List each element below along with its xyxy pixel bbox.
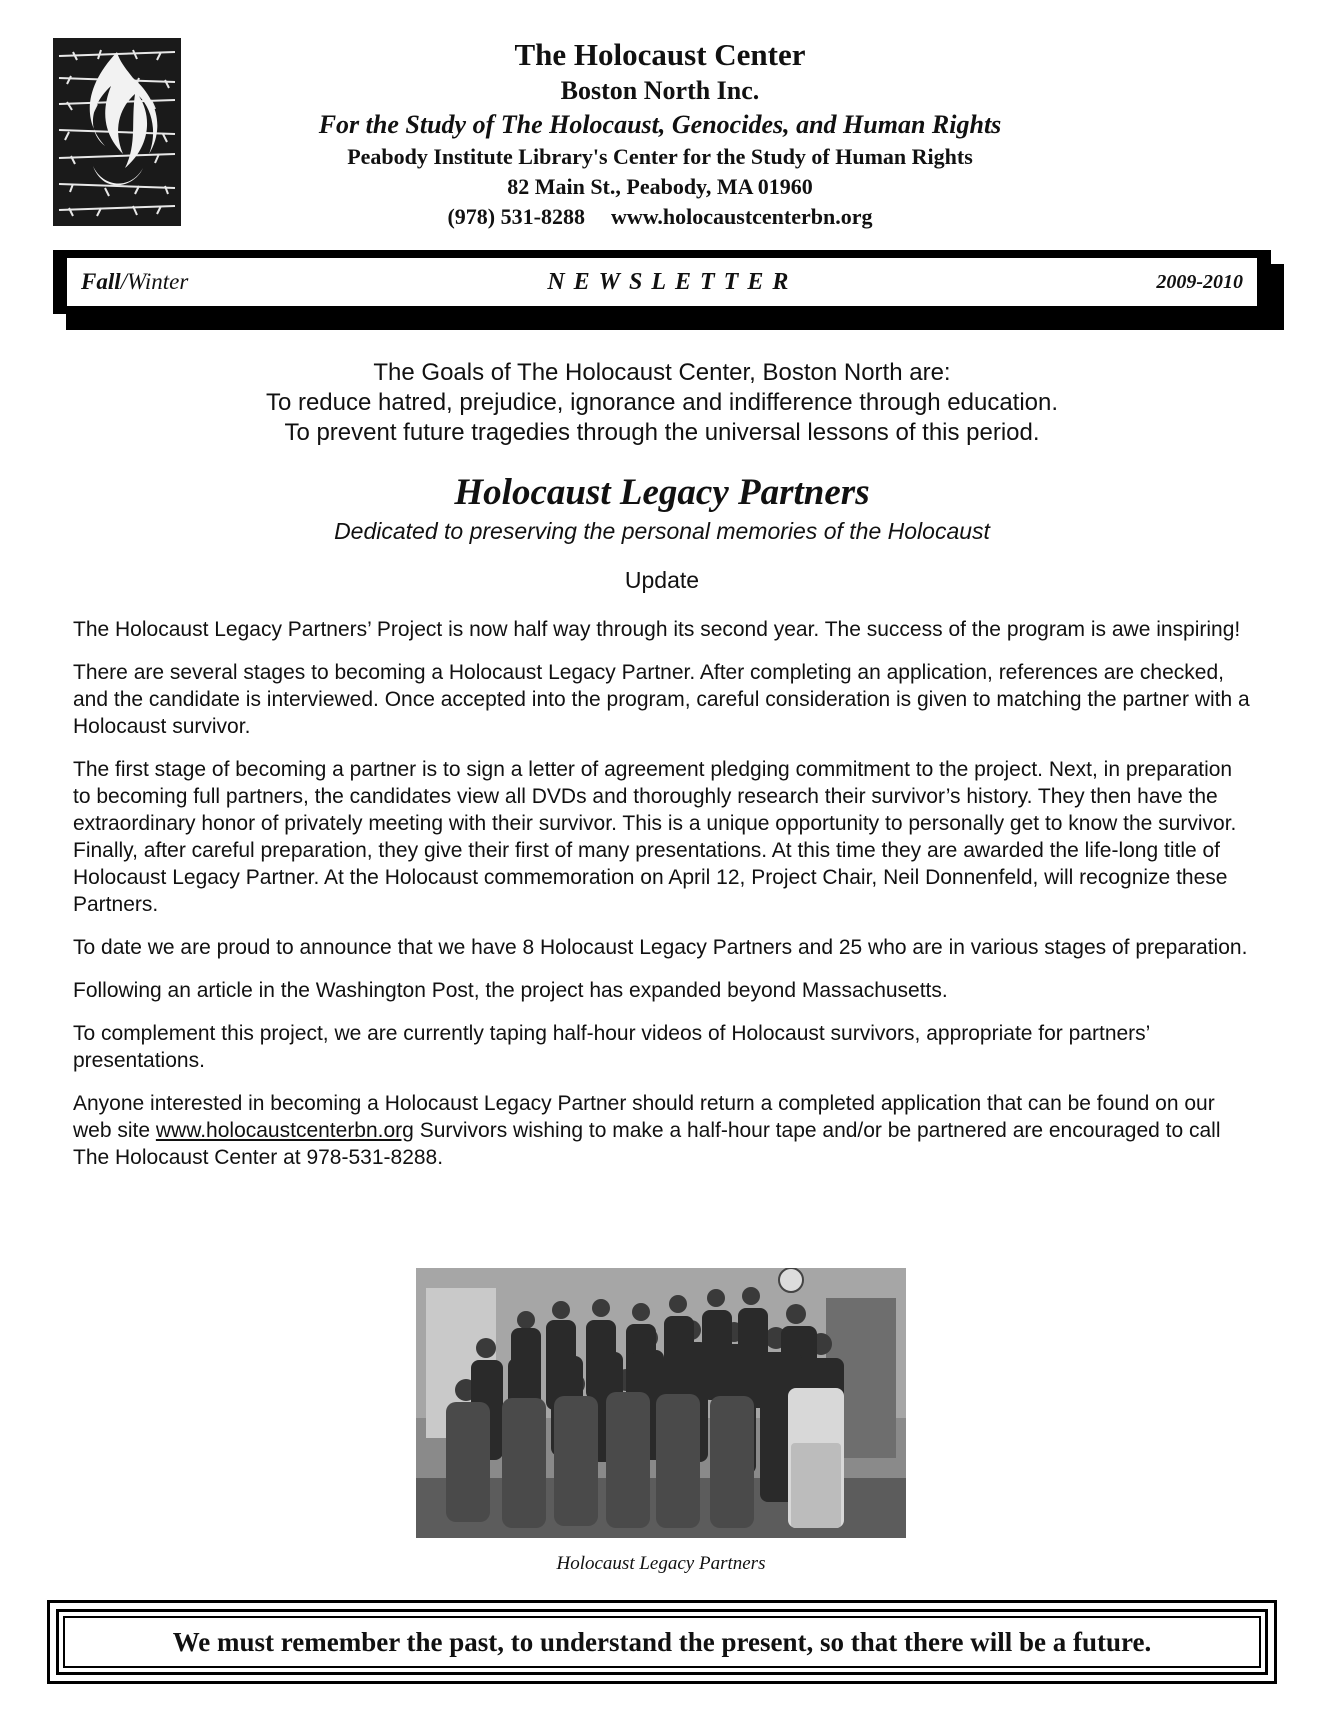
group-photo: [416, 1268, 906, 1538]
paragraph: There are several stages to becoming a Holocaust Legacy Partner. After completing an application, references are checked, and the candidate is interviewed. Once accepted into the program, careful consideration is given to matching the partner with a Holocaust survivor.: [73, 661, 1250, 738]
website-text: www.holocaustcenterbn.org: [610, 204, 873, 229]
phone-number: (978) 531-8288: [447, 204, 585, 229]
article-body: [73, 616, 1253, 1187]
flame-barbed-wire-icon: [53, 38, 181, 226]
group-photo-image: [416, 1268, 906, 1538]
address-line: 82 Main St., Peabody, MA 01960: [507, 174, 813, 199]
org-name: The Holocaust Center: [514, 37, 806, 72]
goals-line: To prevent future tragedies through the universal lessons of this period.: [284, 419, 1040, 446]
photo-caption: Holocaust Legacy Partners: [556, 1553, 766, 1574]
banner-season: Fall/Winter: [81, 269, 189, 294]
banner-title: NEWSLETTER: [547, 268, 798, 295]
flame-logo: [53, 38, 181, 226]
website-link[interactable]: www.holocaustcenterbn.org: [155, 1119, 414, 1142]
newsletter-banner: [53, 250, 1271, 314]
motto-frame: [47, 1600, 1277, 1684]
goals-line: To reduce hatred, prejudice, ignorance and indifference through education.: [265, 389, 1059, 416]
org-subname: Boston North Inc.: [560, 76, 760, 105]
contact-line: [200, 202, 1120, 232]
paragraph: To date we are proud to announce that we have 8 Holocaust Legacy Partners and 25 who are in various stages of preparation.: [73, 936, 1248, 959]
paragraph: Following an article in the Washington Post, the project has expanded beyond Massachusetts.: [73, 979, 948, 1002]
banner-year: 2009-2010: [1156, 270, 1243, 293]
goals-heading: The Goals of The Holocaust Center, Boston North are:: [373, 359, 951, 386]
paragraph: The Holocaust Legacy Partners’ Project is now half way through its second year. The success of the program is awe inspiring!: [73, 618, 1241, 641]
article-subtitle: Dedicated to preserving the personal memories of the Holocaust: [334, 518, 990, 544]
paragraph: Anyone interested in becoming a Holocaust Legacy Partner should return a completed application that can be found on our web site www.holocaustcenterbn.org Survivors wishing to make a half-hour tape and/or be partnered are encouraged to call The Holocaust Center at 978-531-8288.: [73, 1092, 1221, 1169]
library-line: Peabody Institute Library's Center for the Study of Human Rights: [347, 144, 973, 169]
goals-statement: [80, 358, 1244, 448]
motto-text: We must remember the past, to understand the present, so that there will be a future.: [63, 1616, 1261, 1668]
paragraph: To complement this project, we are currently taping half-hour videos of Holocaust survivors, appropriate for partners’ presentations.: [73, 1022, 1150, 1072]
section-heading: Update: [624, 567, 700, 593]
paragraph: The first stage of becoming a partner is to sign a letter of agreement pledging commitment to the project. Next, in preparation to becoming full partners, the candidates view all DVDs and thoroughly research their survivor’s history. They then have the extraordinary honor of privately meeting with their survivor. This is a unique opportunity to personally get to know the survivor. Finally, after careful preparation, they give their first of many presentations. At this time they are awarded the life-long title of Holocaust Legacy Partner. At the Holocaust commemoration on April 12, Project Chair, Neil Donnenfeld, will recognize these Partners.: [73, 758, 1237, 916]
article-title: Holocaust Legacy Partners: [454, 472, 870, 513]
org-tagline: For the Study of The Holocaust, Genocides, and Human Rights: [318, 110, 1002, 139]
masthead: [200, 36, 1120, 232]
